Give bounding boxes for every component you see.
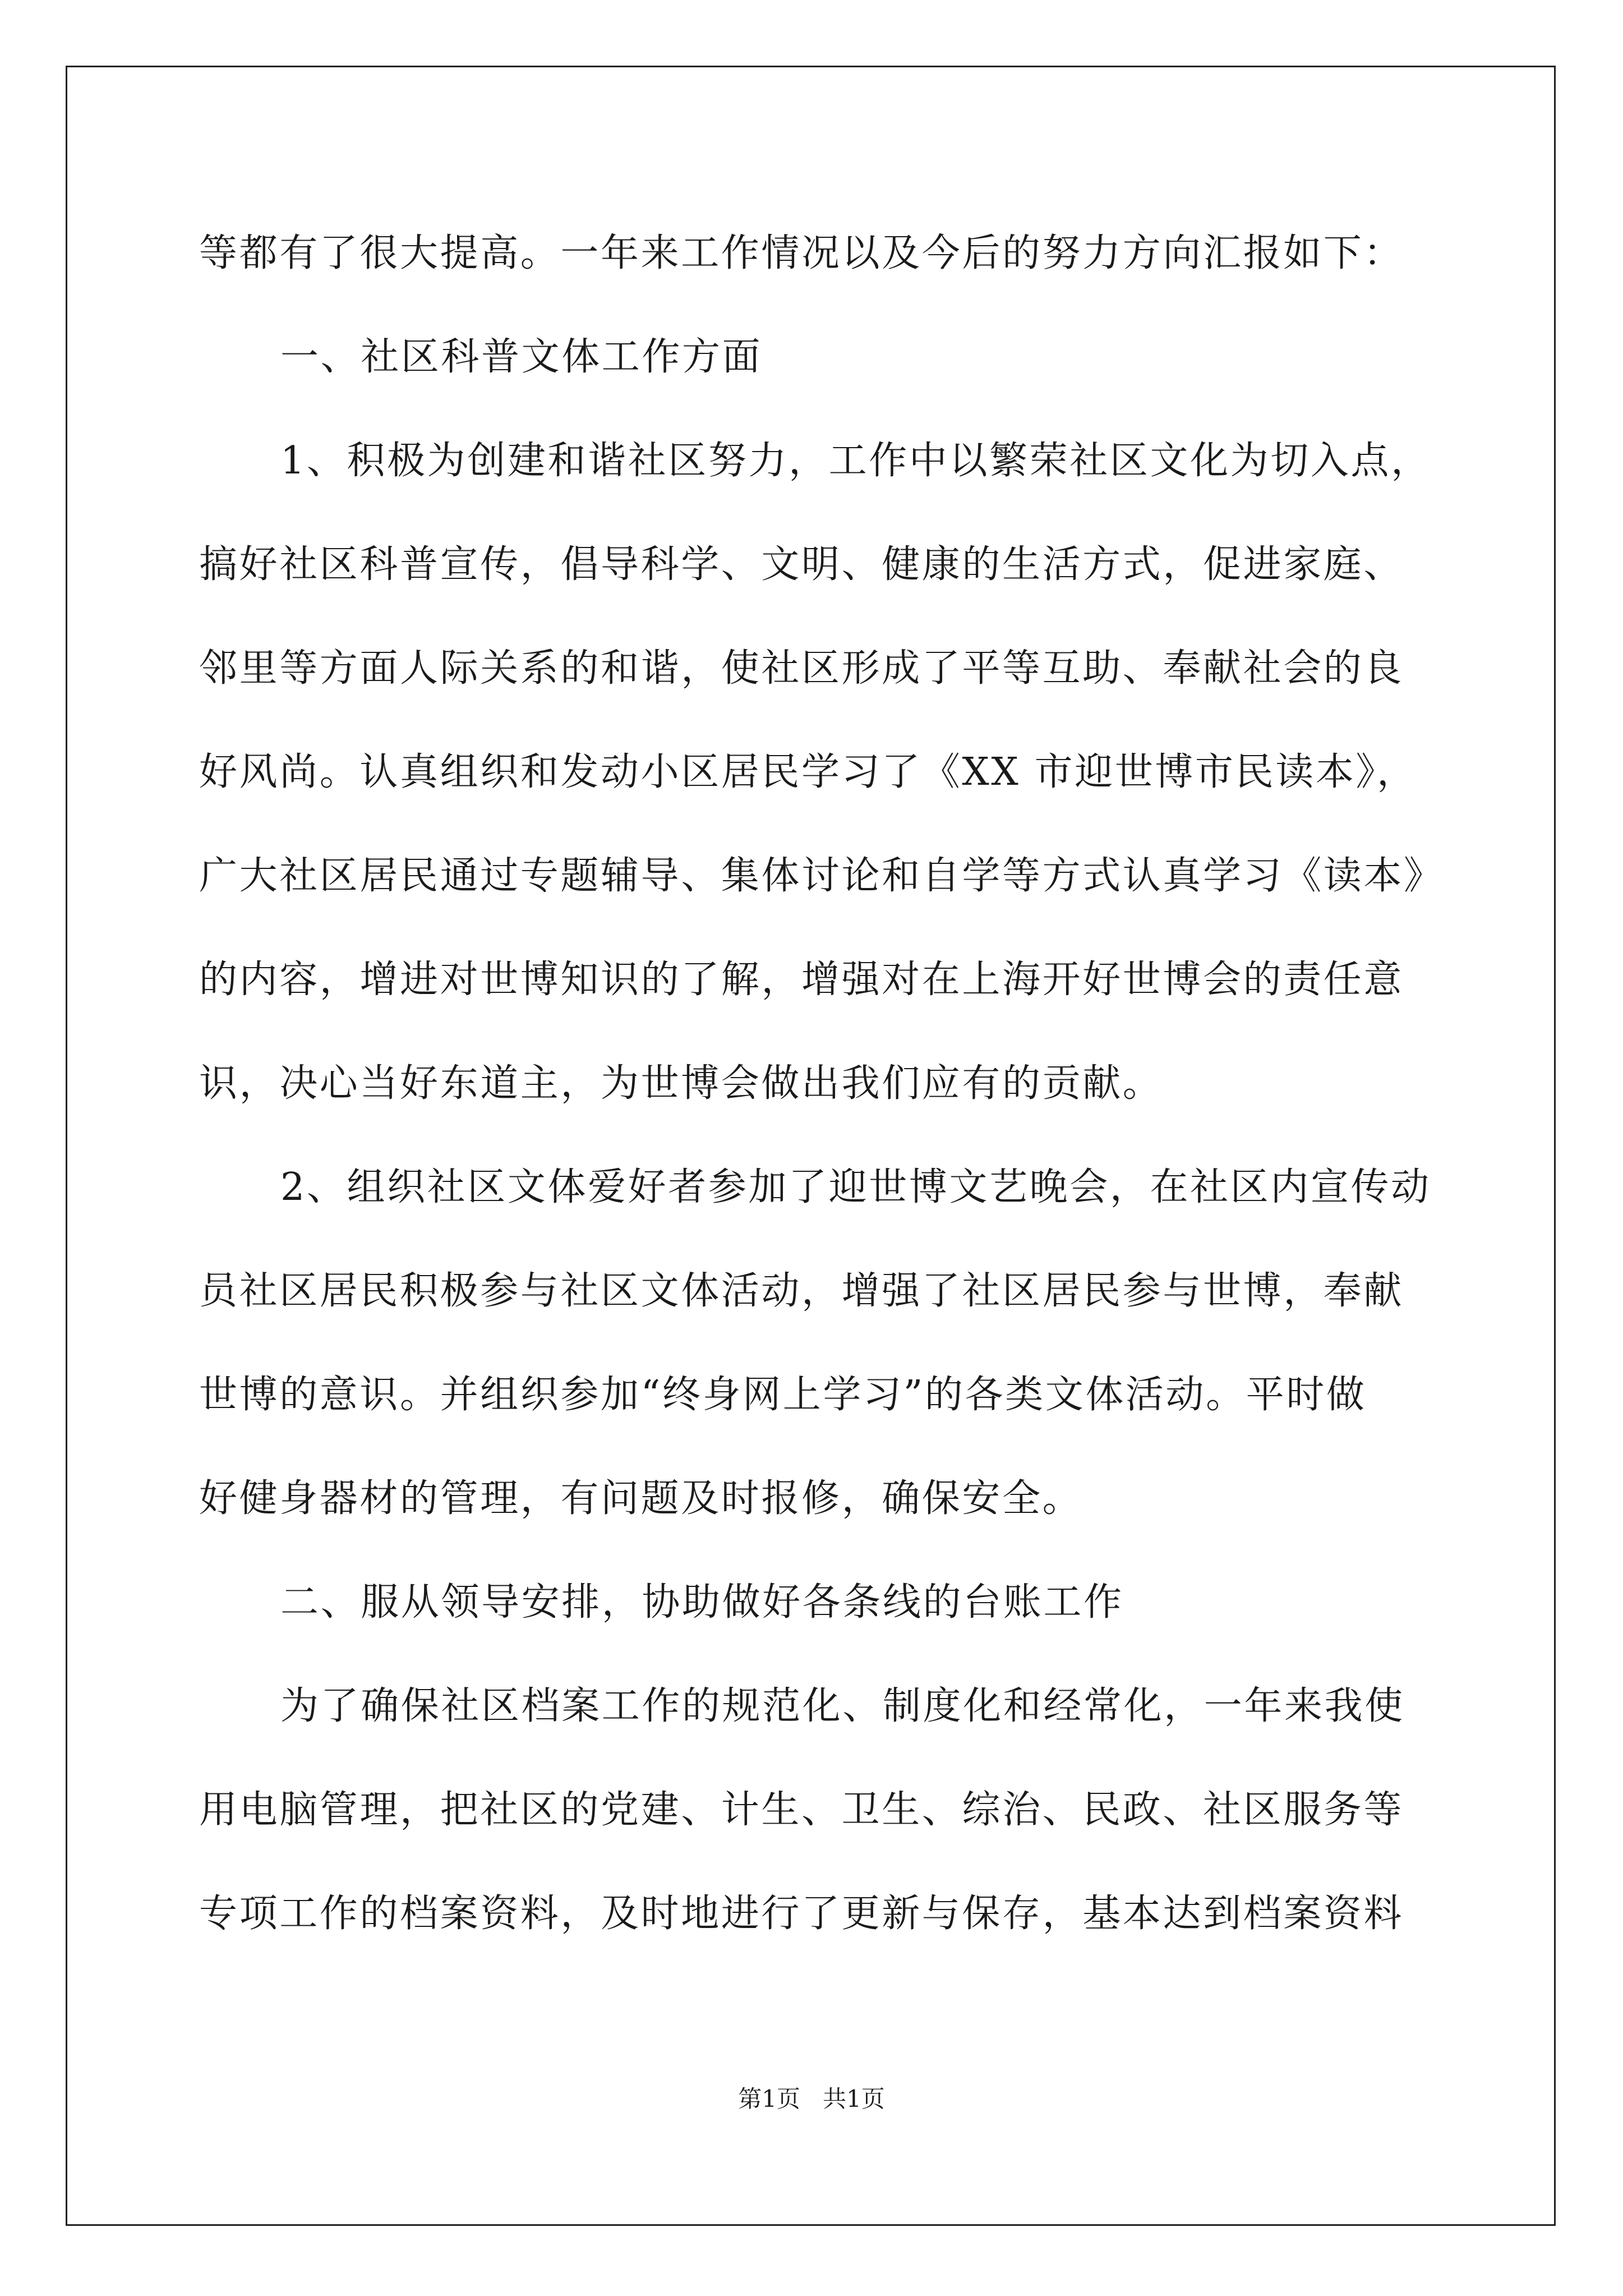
page-footer: 第1页 共1页 [738,2085,885,2113]
paragraph-line: 员社区居民积极参与社区文体活动，增强了社区居民参与世博，奉献 [199,1269,1404,1313]
paragraph-line: 识，决心当好东道主，为世博会做出我们应有的贡献。 [199,1061,1163,1106]
paragraph-line: 邻里等方面人际关系的和谐，使社区形成了平等互助、奉献社会的良 [199,646,1404,691]
paragraph-line: 2、组织社区文体爱好者参加了迎世博文艺晚会，在社区内宣传动 [280,1165,1431,1209]
paragraph-line: 世博的意识。并组织参加“终身网上学习”的各类文体活动。平时做 [199,1373,1367,1417]
paragraph-line: 好健身器材的管理，有问题及时报修，确保安全。 [199,1476,1083,1521]
paragraph-line: 的内容，增进对世博知识的了解，增强对在上海开好世博会的责任意 [199,958,1404,1002]
section-heading: 二、服从领导安排，协助做好各条线的台账工作 [280,1580,1124,1625]
paragraph-line: 等都有了很大提高。一年来工作情况以及今后的努力方向汇报如下： [199,231,1404,275]
paragraph-line: 1、积极为创建和谐社区努力，工作中以繁荣社区文化为切入点， [280,439,1431,483]
section-heading: 一、社区科普文体工作方面 [280,335,763,379]
paragraph-line: 用电脑管理，把社区的党建、计生、卫生、综治、民政、社区服务等 [199,1788,1404,1832]
paragraph-line: 专项工作的档案资料，及时地进行了更新与保存，基本达到档案资料 [199,1892,1404,1936]
paragraph-line: 为了确保社区档案工作的规范化、制度化和经常化，一年来我使 [280,1684,1405,1728]
paragraph-line: 好风尚。认真组织和发动小区居民学习了《XX 市迎世博市民读本》， [199,750,1417,794]
paragraph-line: 广大社区居民通过专题辅导、集体讨论和自学等方式认真学习《读本》 [199,854,1444,898]
paragraph-line: 搞好社区科普宣传，倡导科学、文明、健康的生活方式，促进家庭、 [199,542,1404,587]
